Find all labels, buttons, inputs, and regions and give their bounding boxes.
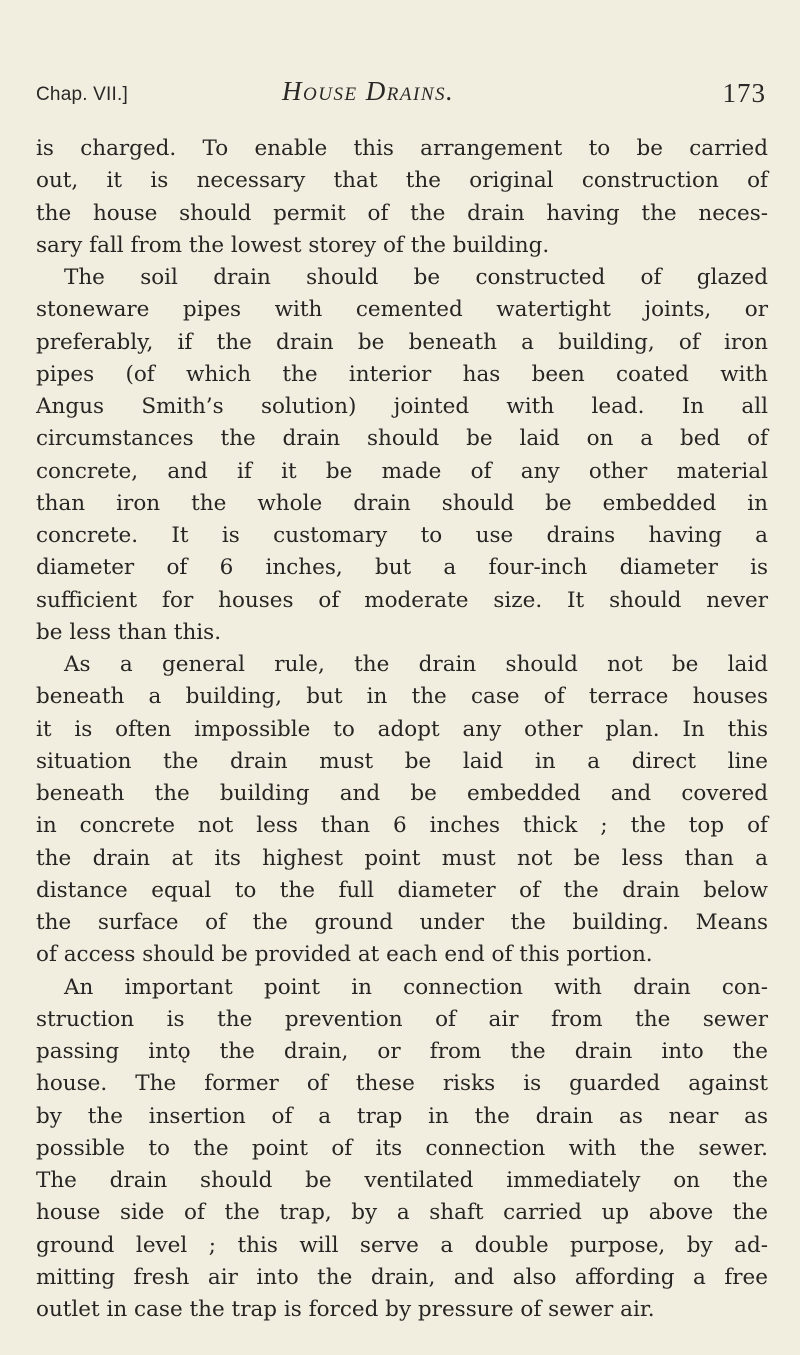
text-line: in concrete not less than 6 inches thick ; the top of (36, 813, 768, 839)
text-line: out, it is necessary that the original construction of (36, 168, 768, 194)
text-line: ground level ; this will serve a double purpose, by ad- (36, 1232, 768, 1258)
text-line: house side of the trap, by a shaft carried up above the (36, 1200, 768, 1226)
text-line: is charged. To enable this arrangement to be carried (36, 136, 768, 161)
text-line: concrete. It is customary to use drains having a (36, 523, 768, 548)
text-line: The soil drain should be constructed of glazed (64, 265, 768, 290)
text-line: Angus Smith’s solution) jointed with lead. In all (36, 394, 768, 419)
text-line: be less than this. (36, 619, 222, 645)
text-line: The drain should be ventilated immediately on the (36, 1168, 768, 1193)
text-line: by the insertion of a trap in the drain as near as (36, 1103, 768, 1129)
text-line: circumstances the drain should be laid on a bed of (36, 426, 768, 452)
text-line: outlet in case the trap is forced by pressure of sewer air. (36, 1297, 655, 1322)
running-head (36, 76, 766, 120)
text-line: preferably, if the drain be beneath a building, of iron (36, 329, 768, 355)
text-line: sary fall from the lowest storey of the building. (36, 232, 550, 258)
text-line: sufficient for houses of moderate size. It should never (36, 587, 768, 613)
page-number: 173 (722, 78, 766, 108)
text-line: beneath the building and be embedded and covered (36, 781, 768, 806)
text-line: the surface of the ground under the building. Means (36, 910, 768, 935)
text-line: passing intǫ the drain, or from the drain into the (36, 1039, 768, 1064)
body-text (36, 133, 768, 1326)
chapter-label: Chap. VII.] (36, 84, 128, 105)
text-line: than iron the whole drain should be embedded in (36, 490, 768, 516)
text-line: distance equal to the full diameter of the drain below (36, 877, 768, 903)
text-line: the drain at its highest point must not be less than a (36, 845, 768, 871)
text-line: possible to the point of its connection with the sewer. (36, 1135, 768, 1161)
text-line: house. The former of these risks is guarded against (36, 1071, 768, 1097)
text-line: concrete, and if it be made of any other material (36, 458, 768, 484)
running-title: House Drains. (282, 76, 455, 106)
text-line: diameter of 6 inches, but a four-inch diameter is (36, 555, 768, 581)
text-line: pipes (of which the interior has been coated with (36, 361, 768, 387)
text-line: struction is the prevention of air from the sewer (36, 1006, 768, 1032)
text-line: it is often impossible to adopt any other plan. In this (36, 716, 768, 742)
text-line: mitting fresh air into the drain, and also affording a free (36, 1264, 768, 1290)
text-line: As a general rule, the drain should not be laid (64, 652, 768, 677)
text-line: beneath a building, but in the case of terrace houses (36, 684, 768, 710)
text-line: the house should permit of the drain having the neces- (36, 200, 768, 226)
text-line: of access should be provided at each end of this portion. (36, 942, 653, 968)
text-line: An important point in connection with drain con- (64, 974, 768, 1000)
text-line: situation the drain must be laid in a direct line (36, 748, 768, 774)
text-line: stoneware pipes with cemented watertight joints, or (36, 297, 768, 323)
